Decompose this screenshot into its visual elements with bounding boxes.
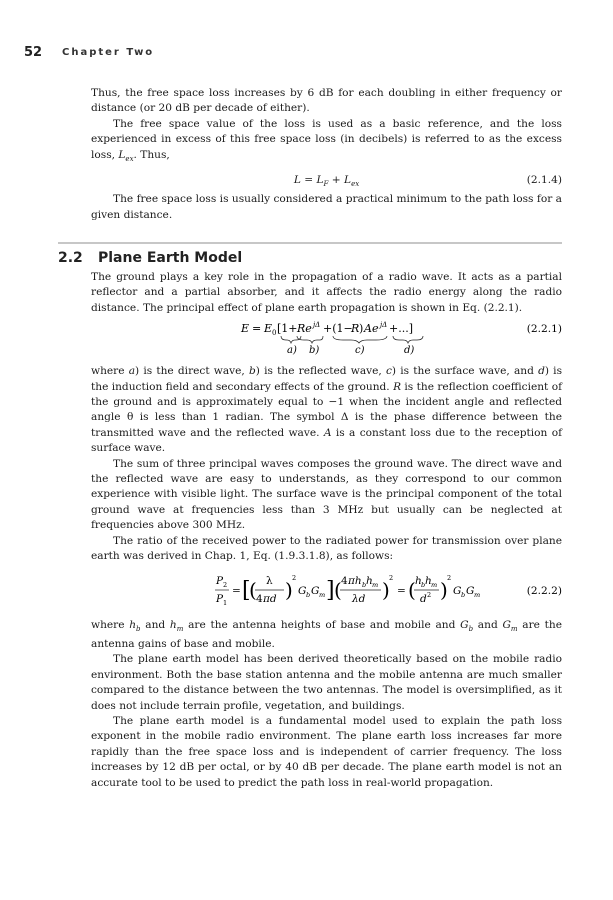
svg-text:+(1−: +(1− bbox=[323, 322, 353, 336]
svg-text:2: 2 bbox=[427, 590, 432, 599]
svg-text:R: R bbox=[351, 322, 360, 336]
svg-text:=: = bbox=[397, 584, 406, 597]
section-body bbox=[91, 270, 562, 791]
svg-text:m: m bbox=[372, 580, 379, 589]
svg-text:G: G bbox=[453, 584, 462, 597]
svg-text:2: 2 bbox=[223, 580, 228, 589]
svg-text:b: b bbox=[421, 580, 426, 589]
equation-number: (2.2.2) bbox=[526, 584, 562, 597]
svg-text:P: P bbox=[216, 592, 224, 605]
svg-text:λ: λ bbox=[266, 574, 273, 587]
body-paragraph-2: where a) is the direct wave, b) is the reflected wave, c) is the surface wave, and d) is the induction field and secondary effects of the ground. R is the reflection coefficient of the ground and is approximately equal to −1 when the incident angle and reflected angle θ is less than 1 radian. The symbol Δ is the phase difference between the transmitted wave and the reflected wave. A is a constant loss due to the reception of surface wave. bbox=[91, 365, 563, 455]
equation-number: (2.1.4) bbox=[526, 174, 562, 187]
equation-2-2-1 bbox=[91, 318, 562, 360]
svg-text:G: G bbox=[298, 584, 307, 597]
chapter-header: Chapter Two bbox=[62, 47, 155, 58]
svg-text:[1+: [1+ bbox=[277, 322, 298, 336]
svg-text:b: b bbox=[362, 580, 367, 589]
svg-text:h: h bbox=[425, 574, 432, 587]
svg-text:): ) bbox=[382, 577, 390, 602]
body-paragraph-1: The ground plays a key role in the propagation of a radio wave. It acts as a partial reflector and a partial absorber, and it affects the radio energy along the radio distance. The principal effect of plane earth propagation is shown in Eq. (2.2.1). bbox=[91, 271, 562, 314]
label-a: a) bbox=[287, 345, 297, 357]
equation-2-2-1-graphic bbox=[91, 318, 562, 360]
svg-text:]: ] bbox=[326, 577, 335, 603]
svg-text:m: m bbox=[474, 590, 481, 599]
svg-text:2: 2 bbox=[447, 573, 452, 582]
svg-text:πd: πd bbox=[263, 592, 277, 605]
svg-text:0: 0 bbox=[272, 329, 277, 338]
svg-text:Re: Re bbox=[297, 322, 312, 336]
intro-paragraph-3: The free space loss is usually considered a practical minimum to the path loss for a given distance. bbox=[91, 193, 562, 221]
equation-2-2-2 bbox=[91, 568, 562, 614]
svg-text:h: h bbox=[415, 574, 422, 587]
intro-block bbox=[91, 86, 562, 223]
svg-text:): ) bbox=[285, 577, 293, 602]
svg-text:m: m bbox=[319, 590, 326, 599]
intro-paragraph-2: The free space value of the loss is used as a basic reference, and the loss experienced in excess of this free space loss (in decibels) is referred to as the excess loss, $L_{ex}$. Thus, bbox=[91, 117, 562, 163]
section-title: Plane Earth Model bbox=[98, 250, 243, 266]
label-c: c) bbox=[355, 345, 365, 357]
equation-number: (2.2.1) bbox=[526, 323, 562, 336]
svg-text:4: 4 bbox=[341, 574, 348, 587]
svg-text:Ae: Ae bbox=[364, 322, 379, 336]
svg-text:(: ( bbox=[249, 577, 257, 602]
svg-text:πh: πh bbox=[348, 574, 362, 587]
svg-text:h: h bbox=[366, 574, 373, 587]
svg-text:P: P bbox=[216, 574, 224, 587]
svg-text:E: E bbox=[241, 322, 250, 336]
svg-text:2: 2 bbox=[389, 573, 394, 582]
label-d: d) bbox=[404, 345, 415, 357]
body-paragraph-7: The plane earth model is a fundamental model used to explain the path loss exponent in the mobile radio environment. The plane earth loss increases far more rapidly than the free space loss and is independent of carrier frequency. The loss increases by 12 dB per octal, or by 40 dB per decade. The plane earth model is not an accurate tool to be used to predict the path loss in real-world propagation. bbox=[91, 715, 562, 789]
svg-text:G: G bbox=[311, 584, 320, 597]
label-b: b) bbox=[309, 345, 320, 357]
svg-text:m: m bbox=[431, 580, 438, 589]
svg-text:): ) bbox=[359, 322, 364, 336]
svg-text:b: b bbox=[306, 590, 311, 599]
svg-text:4: 4 bbox=[256, 592, 263, 605]
body-paragraph-5: where $h_b$ and $h_m$ are the antenna heights of base and mobile and $G_b$ and $G_m$ are the antenna gains of base and mobile. bbox=[91, 618, 562, 651]
intro-paragraph-1: Thus, the free space loss increases by 6 dB for each doubling in either frequency or distance (or 20 dB per decade of either). bbox=[91, 87, 562, 115]
svg-text:d: d bbox=[420, 592, 427, 605]
svg-text:1: 1 bbox=[223, 598, 228, 607]
svg-text:λd: λd bbox=[352, 592, 366, 605]
svg-text:E: E bbox=[264, 322, 273, 336]
svg-text:(: ( bbox=[334, 577, 342, 602]
svg-text:[: [ bbox=[242, 577, 251, 603]
section-number: 2.2 bbox=[58, 250, 83, 266]
svg-text:=: = bbox=[232, 584, 241, 597]
svg-text:): ) bbox=[440, 577, 448, 602]
svg-text:2: 2 bbox=[292, 573, 297, 582]
svg-text:G: G bbox=[466, 584, 475, 597]
equation-2-2-2-graphic bbox=[91, 568, 562, 614]
svg-text:=: = bbox=[252, 322, 262, 336]
section-divider bbox=[58, 242, 562, 244]
body-paragraph-6: The plane earth model has been derived theoretically based on the mobile radio environment. Both the base station antenna and the mobile antenna are much smaller compared to the distance between the two antennas. The model is oversimplified, as it does not include terrain profile, vegetation, and buildings. bbox=[91, 653, 562, 712]
svg-text:(: ( bbox=[408, 577, 416, 602]
section-heading bbox=[58, 250, 242, 266]
svg-text:jΔ: jΔ bbox=[313, 321, 321, 330]
svg-text:+...]: +...] bbox=[389, 322, 413, 336]
body-paragraph-3: The sum of three principal waves composes the ground wave. The direct wave and the reflected wave are easy to understands, as they correspond to our common experience with visible light. The surface wave is the principal component of the total ground wave at frequencies less than 3 MHz but usually can be neglected at frequencies above 300 MHz. bbox=[91, 457, 562, 532]
svg-text:b: b bbox=[461, 590, 466, 599]
page-number: 52 bbox=[24, 45, 43, 60]
equation-2-1-4: $L = L_F + L_{ex}$ (2.1.4) bbox=[293, 174, 562, 189]
body-paragraph-4: The ratio of the received power to the radiated power for transmission over plane earth was derived in Chap. 1, Eq. (1.9.3.1.8), as follows: bbox=[91, 534, 562, 563]
svg-text:jΔ: jΔ bbox=[380, 321, 388, 330]
